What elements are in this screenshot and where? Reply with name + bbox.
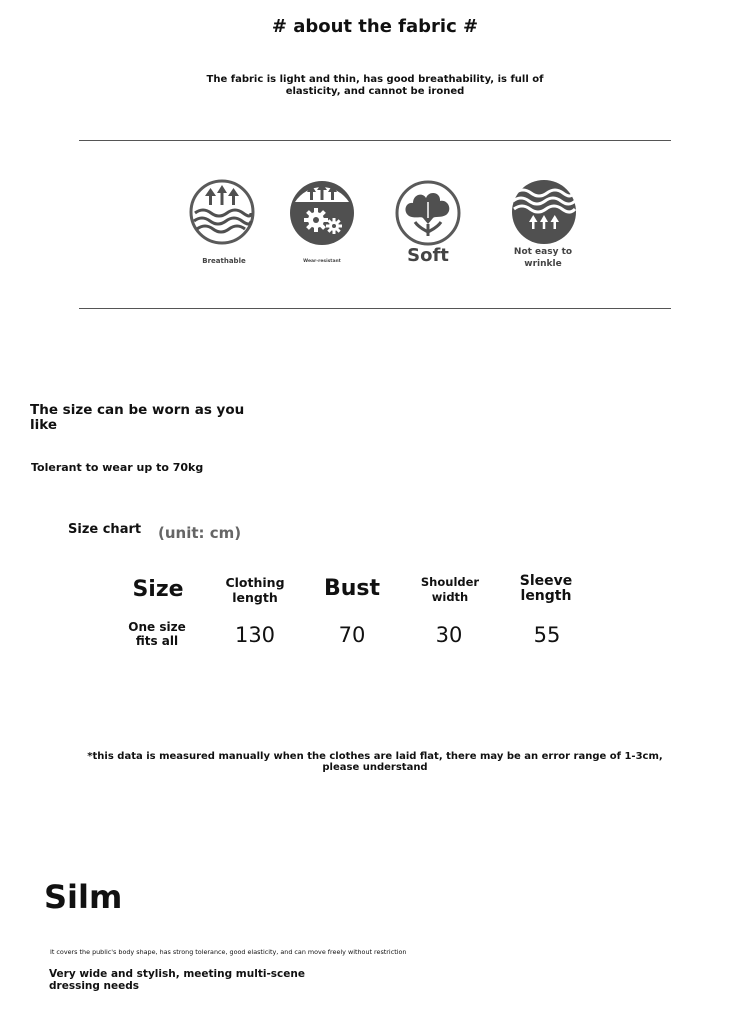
table-header-sleeve-length: Sleeve length (519, 573, 573, 604)
fabric-intro: The fabric is light and thin, has good breathability, is full of elasticity, and cannot be ironed (206, 74, 544, 97)
table-header-size: Size (132, 577, 184, 602)
table-cell-shoulder-width: 30 (435, 623, 463, 647)
measurement-note: *this data is measured manually when the clothes are laid flat, there may be an error range of 1-3cm, please understand (87, 751, 663, 773)
table-cell-bust: 70 (338, 623, 366, 647)
feature-label-wear-resistant: Wear-resistant (303, 259, 341, 264)
feature-label-wrinkle-free: Not easy to wrinkle (513, 247, 573, 269)
size-chart-title: Size chart (68, 522, 142, 537)
page-title: # about the fabric # (271, 16, 479, 37)
size-heading: The size can be worn as you like (30, 402, 245, 433)
size-chart-unit: (unit: cm) (158, 524, 242, 542)
cotton-flower-icon (395, 180, 461, 246)
feature-breathable (189, 179, 255, 249)
table-header-shoulder-width: Shoulder width (420, 575, 480, 604)
divider-bottom (79, 308, 671, 309)
table-header-clothing-length: Clothing length (225, 575, 285, 605)
breathable-icon (189, 179, 255, 245)
gears-icon (289, 180, 355, 246)
table-header-bust: Bust (323, 576, 381, 601)
wrinkle-free-icon (511, 179, 577, 245)
table-cell-clothing-length: 130 (234, 623, 276, 647)
fit-description: It covers the public's body shape, has strong tolerance, good elasticity, and can move freely without restriction (50, 948, 407, 956)
table-cell-size: One size fits all (128, 620, 186, 648)
feature-wrinkle-free (511, 179, 577, 249)
feature-label-breathable: Breathable (202, 257, 246, 265)
feature-soft (395, 180, 461, 250)
divider-top (79, 140, 671, 141)
fit-title: Silm (44, 878, 123, 916)
feature-label-soft: Soft (407, 245, 449, 266)
fit-tagline: Very wide and stylish, meeting multi-scene dressing needs (49, 968, 305, 992)
tolerance-text: Tolerant to wear up to 70kg (31, 461, 204, 474)
table-cell-sleeve-length: 55 (533, 623, 561, 647)
feature-wear-resistant (289, 180, 355, 250)
